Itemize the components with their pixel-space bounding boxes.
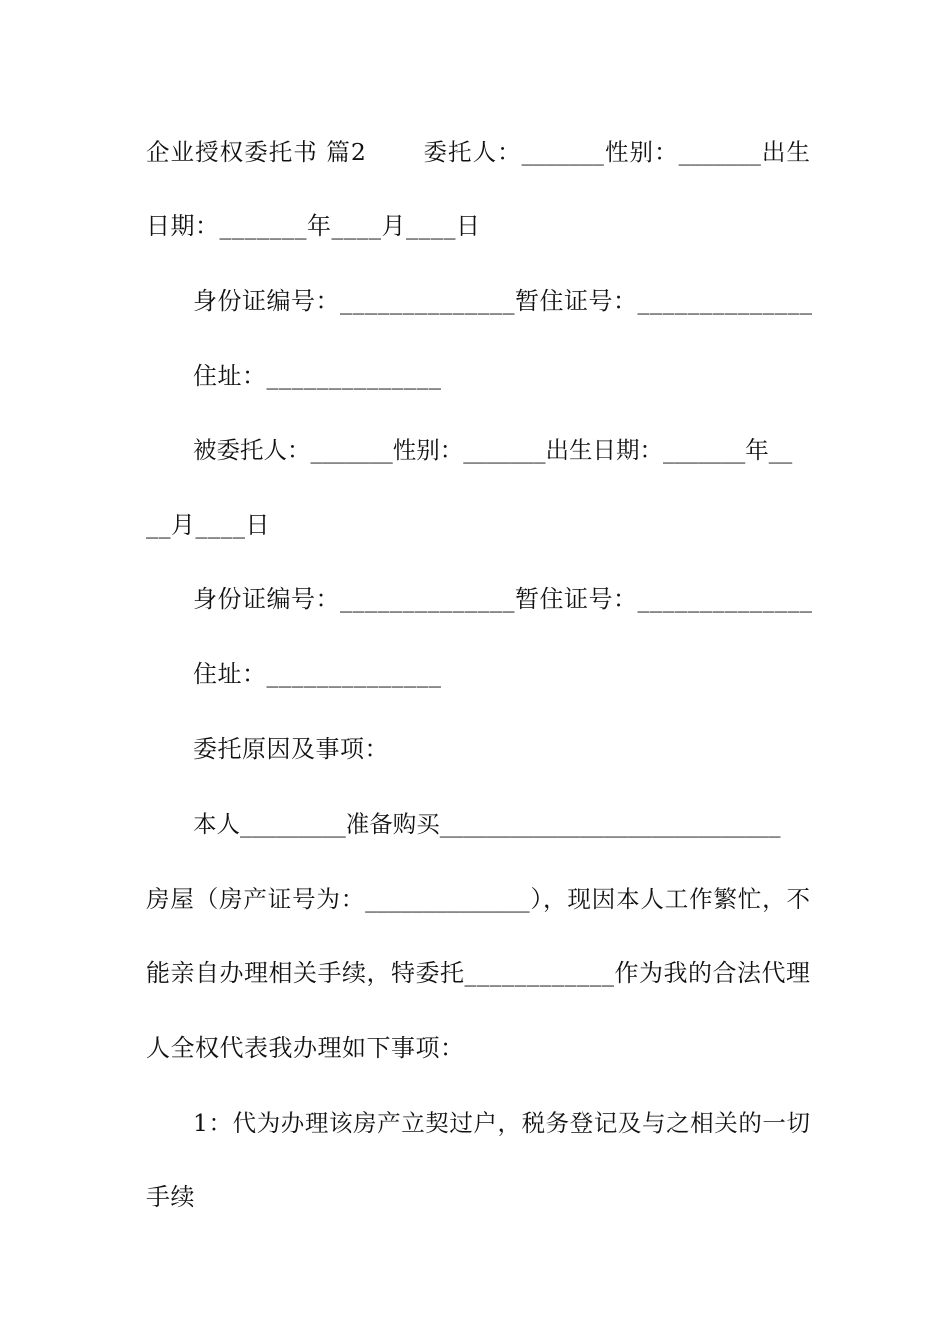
doc-line-reason-heading: 委托原因及事项： <box>193 735 389 763</box>
doc-line-birthdate: 日期：_______年____月____日 <box>146 212 481 240</box>
doc-line-purchase: 本人_________准备购买_____________________________ <box>193 810 781 838</box>
doc-line-address: 住址：______________ <box>193 362 442 390</box>
doc-line-trustee: 被委托人：_______性别：_______出生日期：_______年__ <box>193 436 793 464</box>
doc-title-line: 企业授权委托书 篇2 委托人：_______性别：_______出生 <box>146 138 810 166</box>
doc-line-authority: 人全权代表我办理如下事项： <box>146 1034 465 1062</box>
doc-line-trustee-address: 住址：______________ <box>193 660 442 688</box>
doc-line-item-1: 1：代为办理该房产立契过户，税务登记及与之相关的一切 <box>193 1109 810 1137</box>
doc-line-item-1-cont: 手续 <box>146 1183 195 1211</box>
doc-line-id-number: 身份证编号：______________暂住证号：______________ <box>193 287 813 315</box>
doc-line-trustee-id: 身份证编号：______________暂住证号：______________ <box>193 585 813 613</box>
doc-line-property: 房屋（房产证号为：______________），现因本人工作繁忙，不 <box>146 885 810 913</box>
doc-line-trustee-date: __月____日 <box>146 511 270 539</box>
doc-line-delegate: 能亲自办理相关手续，特委托____________作为我的合法代理 <box>146 959 811 987</box>
